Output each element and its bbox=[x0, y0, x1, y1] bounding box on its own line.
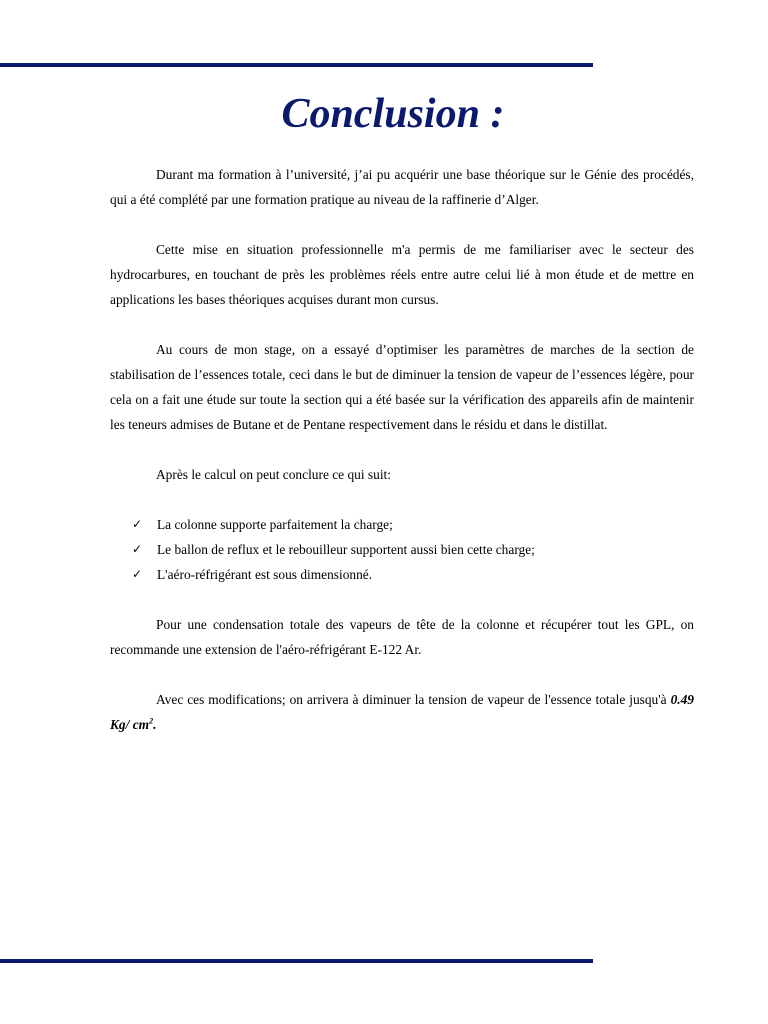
paragraph-stage: Au cours de mon stage, on a essayé d’optimiser les paramètres de marches de la section de stabilisation de l’essences totale, ceci dans le but de diminuer la tension de vapeur de l’essences légère, pour cela on a fait une étude sur toute la section qui a été basée sur la vérification des appareils afin de maintenir les teneurs admises de Butane et de Pentane respectivement dans le résidu et dans le distillat. bbox=[110, 342, 694, 432]
list-item-text: La colonne supporte parfaitement la charge; bbox=[157, 517, 393, 532]
page-title: Conclusion : bbox=[281, 91, 505, 137]
final-period: . bbox=[153, 717, 157, 732]
list-item bbox=[110, 512, 694, 537]
list-item bbox=[110, 562, 694, 587]
conclusion-body bbox=[110, 162, 694, 762]
paragraph-recommandation: Pour une condensation totale des vapeurs de tête de la colonne et récupérer tout les GPL, on recommande une extension de l'aéro-réfrigérant E-122 Ar. bbox=[110, 617, 694, 657]
unit-exponent: 2 bbox=[149, 716, 154, 726]
checkmark-icon: ✓ bbox=[132, 517, 143, 531]
top-rule bbox=[0, 63, 593, 67]
paragraph-modifications bbox=[110, 687, 694, 737]
checkmark-icon: ✓ bbox=[132, 542, 143, 556]
bottom-rule bbox=[0, 959, 593, 963]
checkmark-icon: ✓ bbox=[132, 567, 143, 581]
conclusion-list bbox=[110, 512, 694, 587]
vapor-pressure-number: 0.49 Kg/ cm bbox=[110, 692, 694, 732]
list-item-text: Le ballon de reflux et le rebouilleur supportent aussi bien cette charge; bbox=[157, 542, 535, 557]
list-item bbox=[110, 537, 694, 562]
paragraph-formation: Durant ma formation à l’université, j’ai pu acquérir une base théorique sur le Génie des procédés, qui a été complété par une formation pratique au niveau de la raffinerie d’Alger. bbox=[110, 167, 694, 207]
paragraph-mise-en-situation: Cette mise en situation professionnelle m'a permis de me familiariser avec le secteur des hydrocarbures, en touchant de près les problèmes réels entre autre celui lié à mon étude et de mettre en applications les bases théoriques acquises durant mon cursus. bbox=[110, 242, 694, 307]
modifications-text: Avec ces modifications; on arrivera à diminuer la tension de vapeur de l'essence totale jusqu'à bbox=[156, 692, 671, 707]
list-item-text: L'aéro-réfrigérant est sous dimensionné. bbox=[157, 567, 373, 582]
paragraph-calcul-intro: Après le calcul on peut conclure ce qui suit: bbox=[156, 467, 391, 482]
